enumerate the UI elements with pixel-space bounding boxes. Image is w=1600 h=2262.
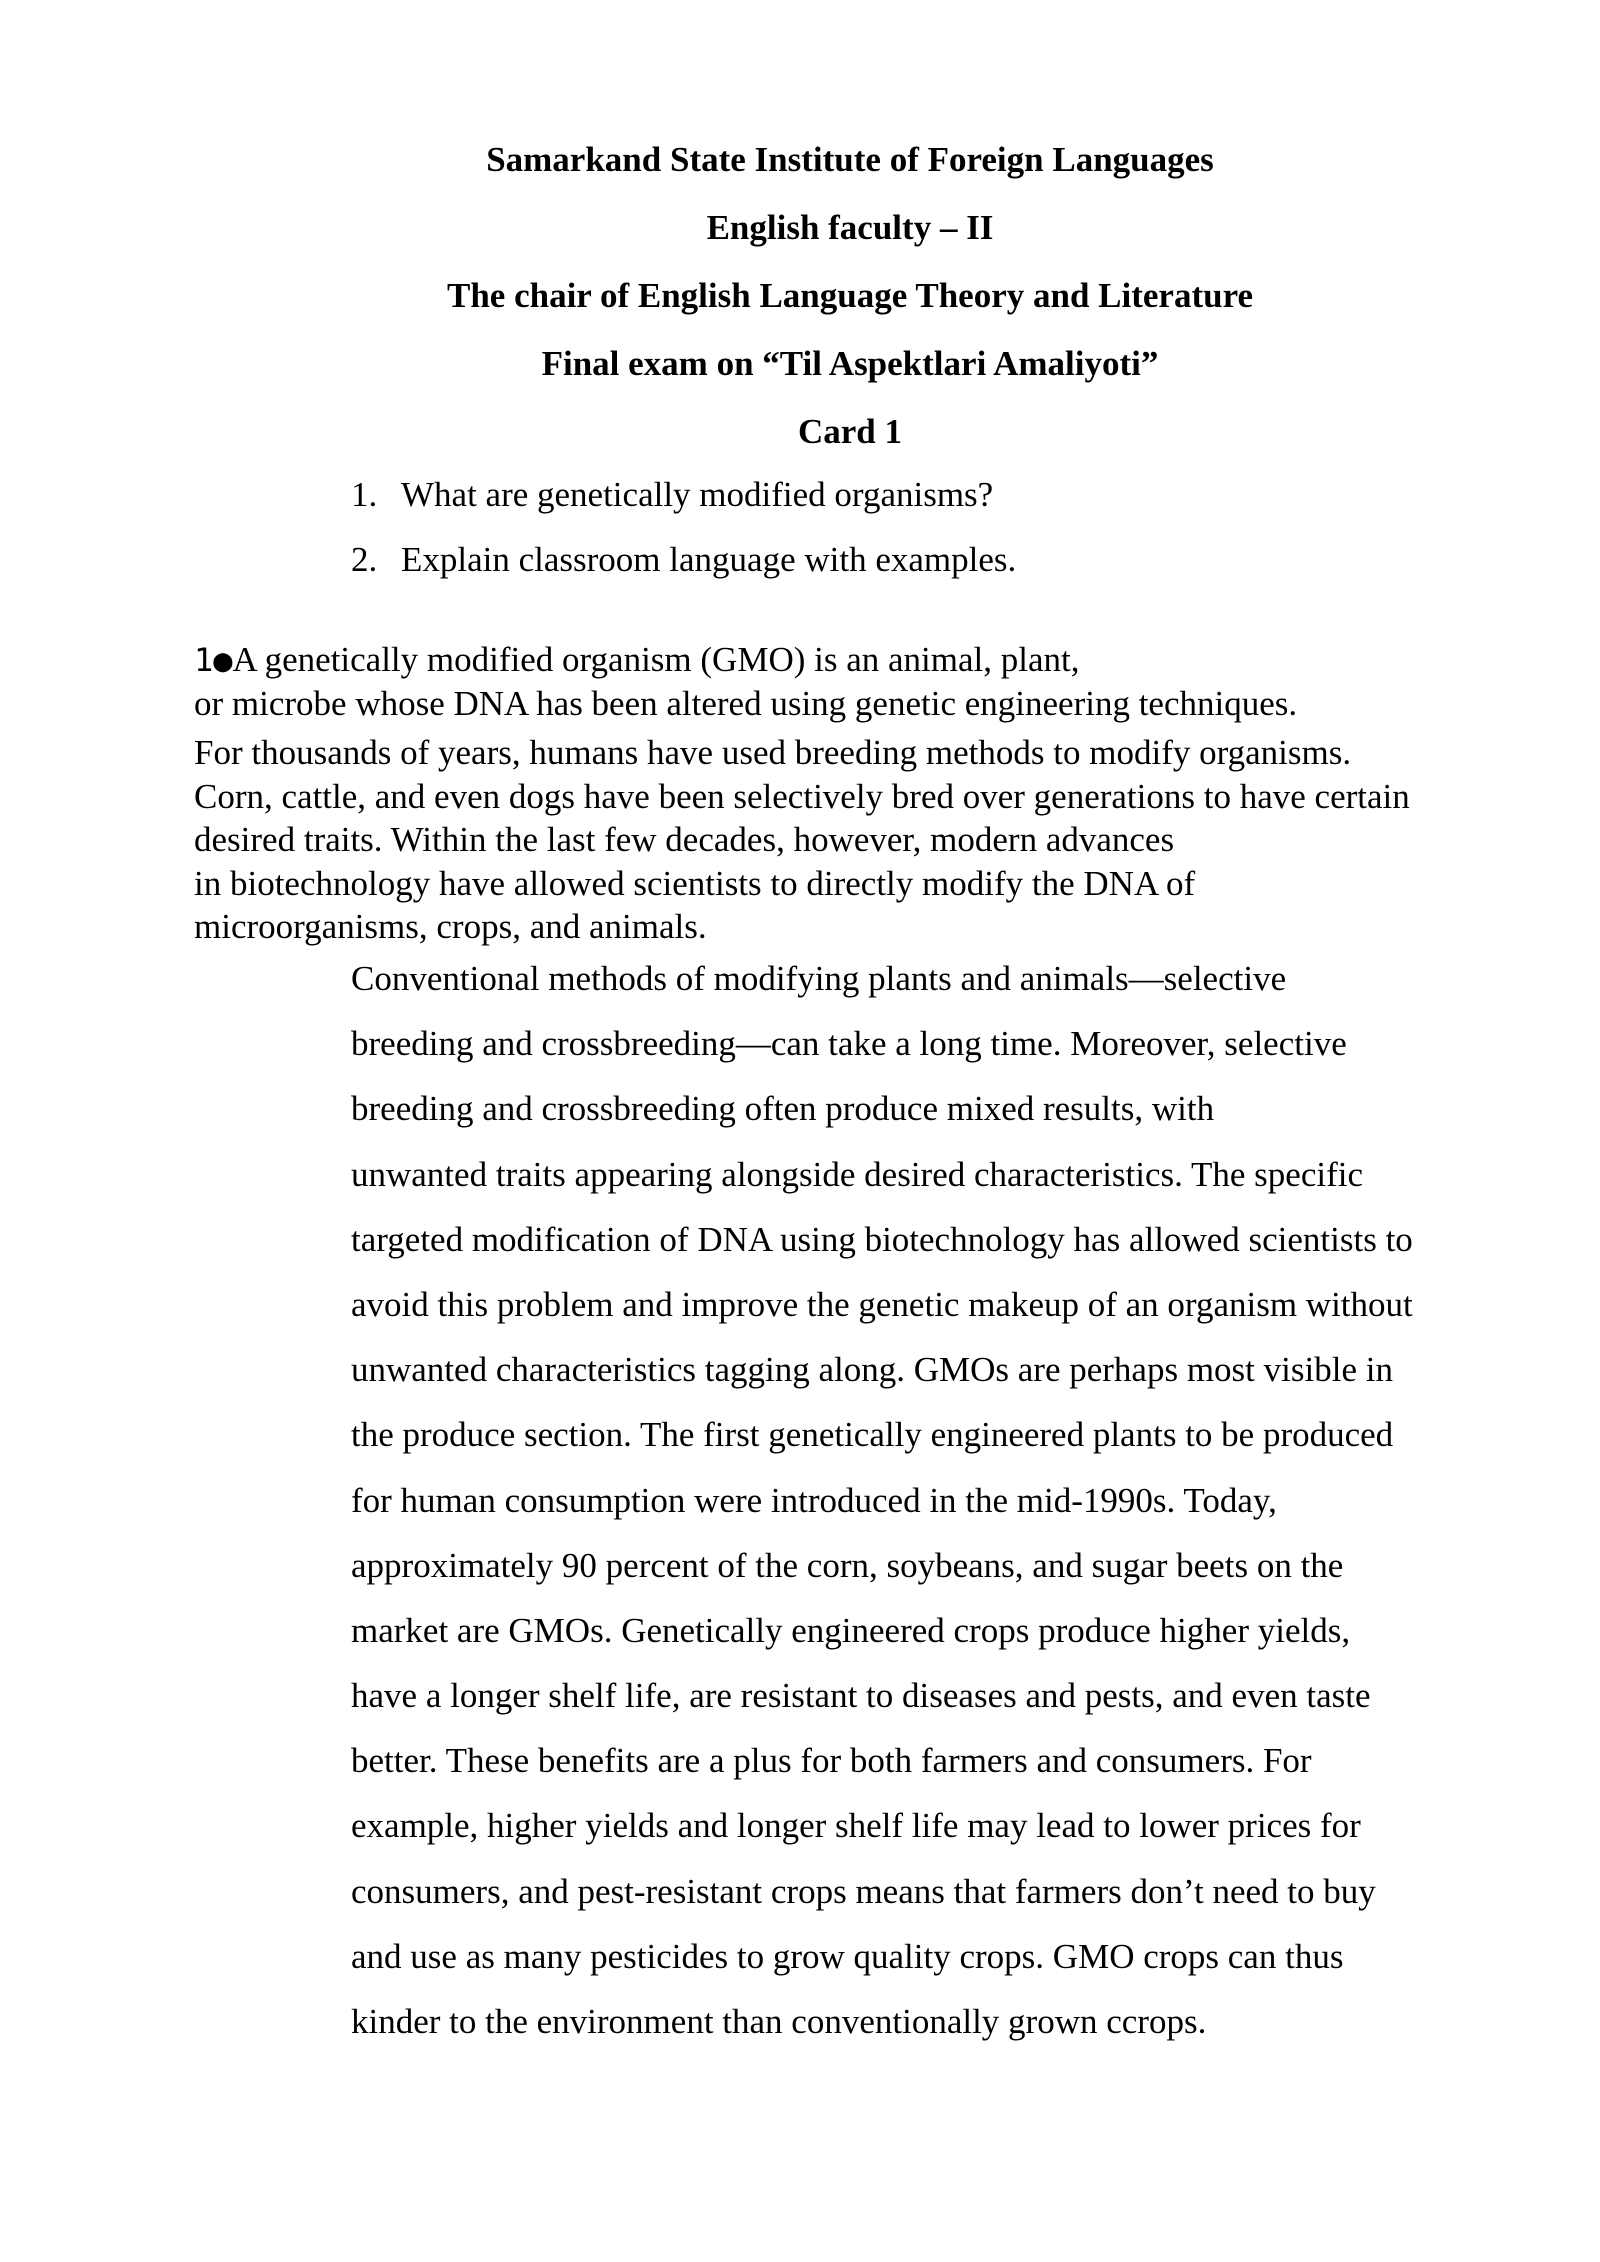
answer-body-line: avoid this problem and improve the genetic makeup of an organism without (351, 1284, 1413, 1324)
answer-intro-line: desired traits. Within the last few decades, however, modern advances (194, 820, 1175, 859)
answer-body-line: for human consumption were introduced in the mid-1990s. Today, (351, 1480, 1277, 1520)
answer-body-line: targeted modification of DNA using biotechnology has allowed scientists to (351, 1219, 1413, 1259)
answer-body-line: better. These benefits are a plus for both farmers and consumers. For (351, 1741, 1312, 1781)
answer-body-line: the produce section. The first genetically engineered plants to be produced (351, 1415, 1394, 1455)
answer-body-line: market are GMOs. Genetically engineered crops produce higher yields, (351, 1610, 1351, 1650)
exam-title: Final exam on “Til Aspektlari Amaliyoti” (541, 344, 1159, 383)
answer-intro-line: or microbe whose DNA has been altered using genetic engineering techniques. (194, 683, 1298, 723)
answer-marker: 1● (194, 641, 233, 679)
document-header (0, 126, 1600, 466)
question-list (351, 462, 1501, 592)
card-title: Card 1 (797, 412, 903, 451)
question-text: Explain classroom language with examples. (401, 540, 1017, 579)
answer-intro-line: 1●A genetically modified organism (GMO) is an animal, plant, (194, 640, 1080, 679)
answer-body-line: and use as many pesticides to grow quality crops. GMO crops can thus (351, 1936, 1344, 1976)
chair-title: The chair of English Language Theory and Literature (446, 276, 1254, 315)
answer-body-line: unwanted characteristics tagging along. GMOs are perhaps most visible in (351, 1350, 1393, 1390)
answer-body (351, 946, 1600, 2054)
question-number: 2. (351, 540, 378, 579)
answer-body-line: breeding and crossbreeding often produce mixed results, with (351, 1089, 1215, 1129)
answer-body-line: Conventional methods of modifying plants and animals—selective (351, 959, 1287, 998)
answer-body-line: have a longer shelf life, are resistant to diseases and pests, and even taste (351, 1676, 1371, 1716)
answer-intro (194, 638, 1574, 949)
answer-intro-line: For thousands of years, humans have used breeding methods to modify organisms. (194, 733, 1352, 772)
answer-body-line: consumers, and pest-resistant crops means that farmers don’t need to buy (351, 1871, 1376, 1911)
answer-intro-line: Corn, cattle, and even dogs have been selectively bred over generations to have certain (194, 776, 1410, 816)
question-number: 1. (351, 475, 378, 514)
question-text: What are genetically modified organisms? (401, 475, 994, 514)
institute-title: Samarkand State Institute of Foreign Languages (486, 140, 1214, 179)
answer-body-line: unwanted traits appearing alongside desired characteristics. The specific (351, 1154, 1364, 1194)
question-item (351, 462, 1501, 527)
answer-body-line: approximately 90 percent of the corn, soybeans, and sugar beets on the (351, 1545, 1344, 1585)
answer-body-line: kinder to the environment than conventionally grown ccrops. (351, 2002, 1207, 2041)
question-item (351, 527, 1501, 592)
answer-intro-line: microorganisms, crops, and animals. (194, 907, 707, 946)
answer-body-line: breeding and crossbreeding—can take a long time. Moreover, selective (351, 1024, 1347, 1064)
faculty-title: English faculty – II (706, 208, 994, 247)
answer-body-line: example, higher yields and longer shelf life may lead to lower prices for (351, 1806, 1361, 1846)
answer-intro-line: in biotechnology have allowed scientists to directly modify the DNA of (194, 863, 1196, 903)
